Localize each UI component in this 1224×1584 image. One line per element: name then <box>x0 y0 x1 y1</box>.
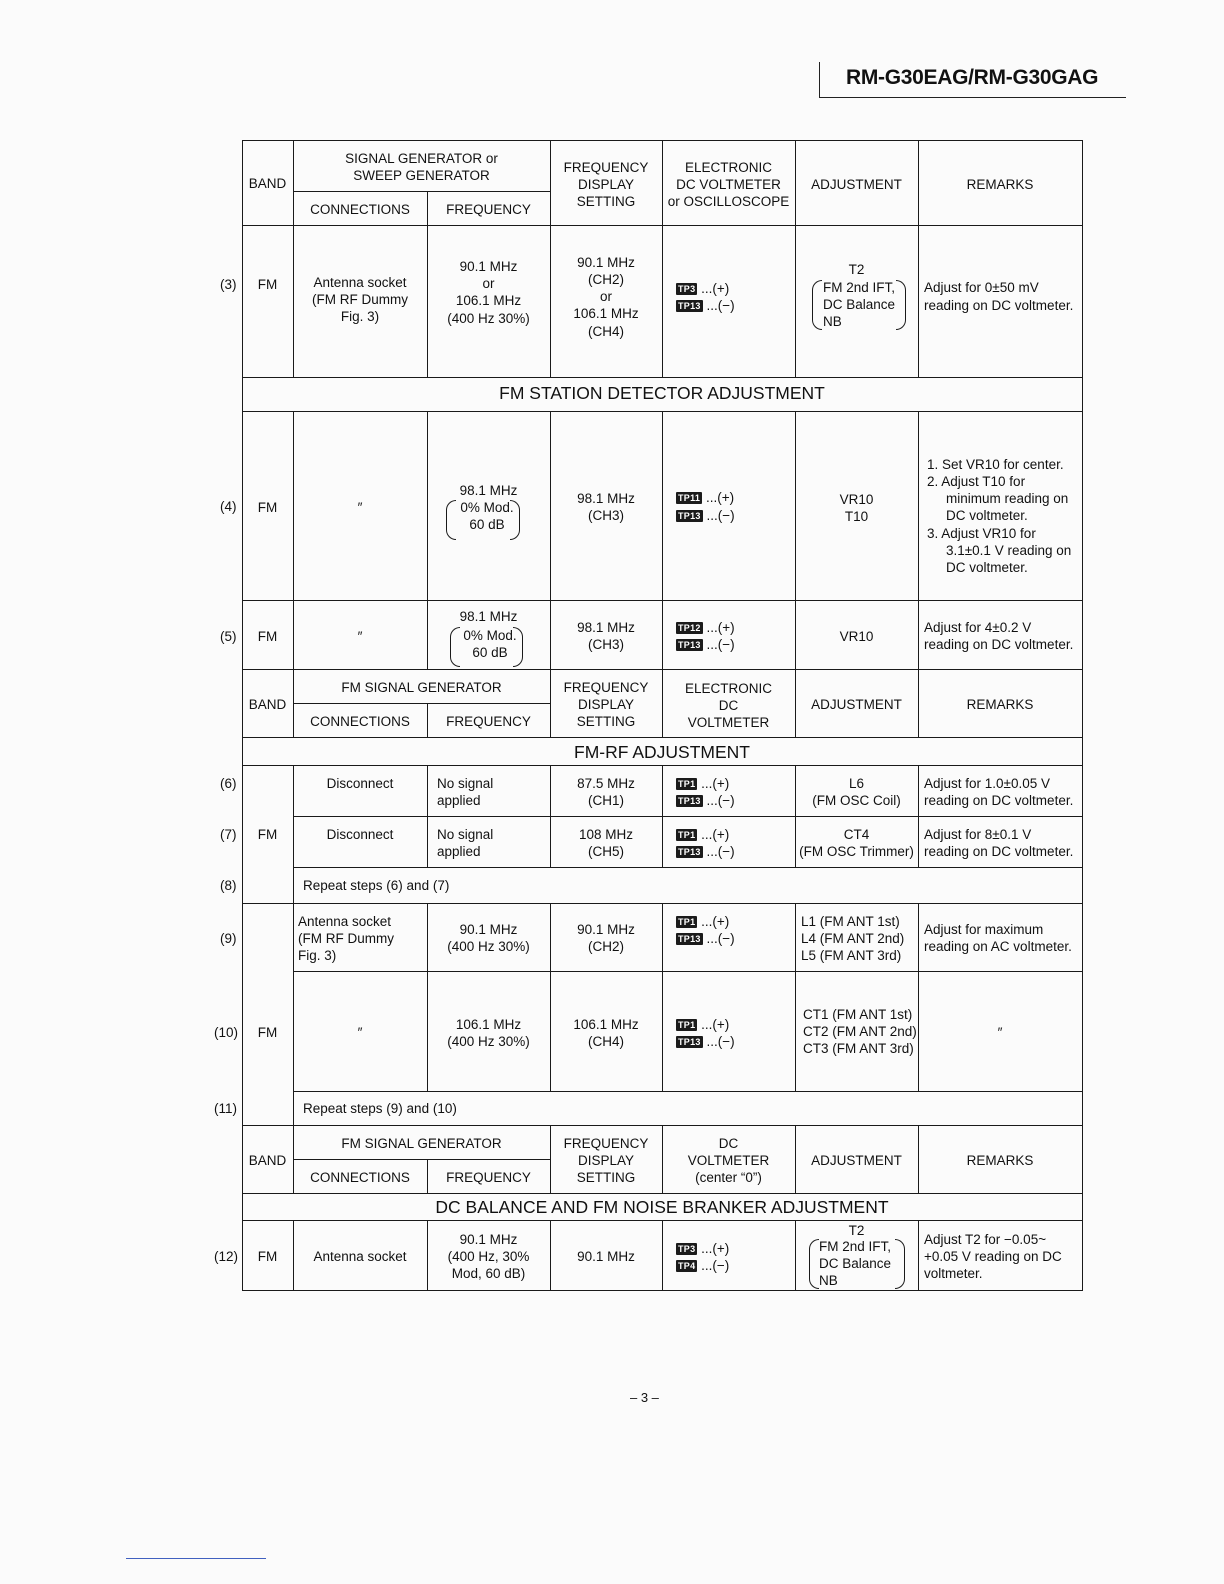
display-setting-line: 87.5 MHz <box>577 776 635 791</box>
polarity: ...(−) <box>706 637 735 652</box>
ditto-mark: ″ <box>357 1025 363 1040</box>
header-adjustment: ADJUSTMENT <box>811 177 902 192</box>
adjustment-line: VR10 <box>839 629 874 644</box>
remarks-line: Adjust for maximum <box>924 922 1044 937</box>
adjustment-line: FM 2nd IFT, <box>819 1239 892 1254</box>
header-sg-line2: SWEEP GENERATOR <box>353 168 490 183</box>
band-cell: FM <box>257 1025 278 1040</box>
remarks-line: Adjust for 1.0±0.05 V <box>924 776 1050 791</box>
frequency-line: 0% Mod. <box>463 628 517 643</box>
header-fds-line3: SETTING <box>576 714 636 729</box>
band-cell: FM <box>257 629 278 644</box>
frequency-line: 90.1 MHz <box>459 259 518 274</box>
frequency-line: No signal <box>437 827 494 842</box>
adjustment-line: (FM OSC Coil) <box>812 793 901 808</box>
header-band: BAND <box>248 697 287 712</box>
adjustment-line: NB <box>819 1273 838 1288</box>
display-setting-line: 108 MHz <box>578 827 634 842</box>
frequency-line: 90.1 MHz <box>459 1232 518 1247</box>
step-label: (6) <box>220 776 237 791</box>
header-ev-line2: DC <box>718 698 739 713</box>
test-point-badge: TP13 <box>678 847 701 857</box>
adjustment-line: T2 <box>848 1223 865 1238</box>
band-cell: FM <box>257 1249 278 1264</box>
connection-line: Antenna socket <box>313 1249 407 1264</box>
display-setting-line: 90.1 MHz <box>577 1249 635 1264</box>
header-ev-line2: DC VOLTMETER <box>676 177 781 192</box>
adjustment-line: T10 <box>844 509 869 524</box>
frequency-line: applied <box>437 844 481 859</box>
test-point-plus <box>676 1240 729 1257</box>
connection-line: Antenna socket <box>298 914 392 929</box>
connection-line: (FM RF Dummy <box>312 292 408 307</box>
remarks-line: 1. Set VR10 for center. <box>927 457 1064 472</box>
test-point-badge: TP1 <box>678 830 696 840</box>
adjustment-line: CT2 (FM ANT 2nd) <box>803 1024 917 1039</box>
section-title: DC BALANCE AND FM NOISE BRANKER ADJUSTMENT <box>435 1197 889 1217</box>
frequency-line: No signal <box>437 776 494 791</box>
adjustment-line: CT3 (FM ANT 3rd) <box>803 1041 914 1056</box>
header-sg: FM SIGNAL GENERATOR <box>341 1136 502 1151</box>
frequency-line: 98.1 MHz <box>459 609 518 624</box>
connection-line: Antenna socket <box>313 275 407 290</box>
adjustment-line: (FM OSC Trimmer) <box>799 844 914 859</box>
test-point-plus <box>676 280 729 297</box>
left-paren <box>809 1239 819 1289</box>
display-setting-line: (CH2) <box>588 272 624 287</box>
test-point-plus <box>676 619 735 636</box>
header-dc-line3: (center “0”) <box>695 1170 762 1185</box>
test-point-minus <box>676 930 735 947</box>
right-paren <box>895 1239 905 1289</box>
test-point-minus <box>676 843 735 860</box>
remarks-line: reading on AC voltmeter. <box>924 939 1072 954</box>
display-setting-line: (CH4) <box>588 1034 624 1049</box>
display-setting-line: (CH2) <box>588 939 624 954</box>
header-dc-line2: VOLTMETER <box>687 1153 770 1168</box>
remarks-line: Adjust for 0±50 mV <box>924 280 1039 295</box>
polarity: ...(+) <box>701 1241 730 1256</box>
display-setting-line: (CH4) <box>588 324 624 339</box>
adjustment-line: NB <box>823 314 842 329</box>
polarity: ...(−) <box>706 298 735 313</box>
display-setting-line: (CH3) <box>588 508 624 523</box>
frequency-line: applied <box>437 793 481 808</box>
step-label: (9) <box>220 931 237 946</box>
display-setting-line: 106.1 MHz <box>573 306 639 321</box>
band-cell: FM <box>257 277 278 292</box>
polarity: ...(+) <box>706 620 735 635</box>
header-adjustment: ADJUSTMENT <box>811 697 902 712</box>
header-frequency: FREQUENCY <box>446 202 531 217</box>
frequency-line: 106.1 MHz <box>455 293 522 308</box>
header-fds-line2: DISPLAY <box>577 177 635 192</box>
test-point-badge: TP3 <box>678 1244 696 1254</box>
frequency-line: 90.1 MHz <box>459 922 518 937</box>
header-band: BAND <box>248 1153 287 1168</box>
remarks-line: Adjust T2 for −0.05~ <box>924 1232 1047 1247</box>
remarks-line: DC voltmeter. <box>946 560 1028 575</box>
header-fds-line2: DISPLAY <box>577 1153 635 1168</box>
display-setting-line: 106.1 MHz <box>573 1017 639 1032</box>
test-point-badge: TP1 <box>678 917 696 927</box>
header-remarks: REMARKS <box>966 1153 1034 1168</box>
header-ev-line3: VOLTMETER <box>687 715 770 730</box>
adjustment-line: T2 <box>848 262 865 277</box>
polarity: ...(+) <box>701 827 730 842</box>
display-setting-line: 98.1 MHz <box>577 620 635 635</box>
test-point-plus <box>676 489 734 506</box>
step-label: (3) <box>220 277 237 292</box>
adjustment-line: CT4 <box>843 827 870 842</box>
adjustment-line: L5 (FM ANT 3rd) <box>801 948 902 963</box>
adjustment-line: L1 (FM ANT 1st) <box>801 914 900 929</box>
polarity: ...(+) <box>705 490 735 505</box>
model-title: RM-G30EAG/RM-G30GAG <box>846 66 1099 89</box>
display-setting-line: (CH3) <box>588 637 624 652</box>
remarks-line: Adjust for 4±0.2 V <box>924 620 1032 635</box>
header-fds-line3: SETTING <box>576 1170 636 1185</box>
step-label: (12) <box>214 1249 239 1264</box>
header-frequency: FREQUENCY <box>446 714 531 729</box>
adjustment-line: DC Balance <box>819 1256 892 1271</box>
display-setting-line: (CH5) <box>588 844 624 859</box>
header-rule-vertical <box>819 62 820 98</box>
section-title: FM STATION DETECTOR ADJUSTMENT <box>499 383 825 403</box>
band-cell: FM <box>257 500 278 515</box>
right-paren <box>510 500 520 540</box>
test-point-plus <box>676 1016 729 1033</box>
header-frequency: FREQUENCY <box>446 1170 531 1185</box>
adjustment-line: CT1 (FM ANT 1st) <box>803 1007 913 1022</box>
test-point-plus <box>676 775 729 792</box>
adjustment-line: L4 (FM ANT 2nd) <box>801 931 905 946</box>
repeat-note: Repeat steps (6) and (7) <box>303 878 450 893</box>
header-connections: CONNECTIONS <box>310 1170 410 1185</box>
header-ev-line3: or OSCILLOSCOPE <box>667 194 790 209</box>
header-connections: CONNECTIONS <box>310 202 410 217</box>
test-point-minus <box>676 507 735 524</box>
header-connections: CONNECTIONS <box>310 714 410 729</box>
footer-rule <box>126 1558 266 1559</box>
frequency-line: (400 Hz 30%) <box>447 939 530 954</box>
frequency-line: 60 dB <box>469 517 505 532</box>
header-dc-line1: DC <box>718 1136 739 1151</box>
test-point-minus <box>676 636 735 653</box>
remarks-line: 3.1±0.1 V reading on <box>946 543 1072 558</box>
frequency-line: (400 Hz 30%) <box>447 1034 530 1049</box>
header-adjustment: ADJUSTMENT <box>811 1153 902 1168</box>
repeat-note: Repeat steps (9) and (10) <box>303 1101 457 1116</box>
test-point-badge: TP13 <box>678 511 701 521</box>
remarks-line: reading on DC voltmeter. <box>924 298 1074 313</box>
polarity: ...(−) <box>706 931 735 946</box>
adjustment-line: DC Balance <box>823 297 896 312</box>
test-point-badge: TP13 <box>678 1037 701 1047</box>
display-setting-line: 90.1 MHz <box>577 922 635 937</box>
remarks-line: reading on DC voltmeter. <box>924 844 1074 859</box>
polarity: ...(+) <box>701 281 730 296</box>
connection-line: Fig. 3) <box>340 309 380 324</box>
test-point-minus <box>676 792 735 809</box>
frequency-line: Mod, 60 dB) <box>451 1266 526 1281</box>
display-setting-line: (CH1) <box>588 793 624 808</box>
polarity: ...(−) <box>706 844 735 859</box>
ditto-mark: ″ <box>357 500 363 515</box>
remarks-line: 2. Adjust T10 for <box>927 474 1026 489</box>
header-ev-line1: ELECTRONIC <box>684 681 772 696</box>
remarks-line: +0.05 V reading on DC <box>924 1249 1062 1264</box>
test-point-badge: TP13 <box>678 640 701 650</box>
connection-line: Disconnect <box>326 827 394 842</box>
header-fds-line1: FREQUENCY <box>563 680 649 695</box>
remarks-line: reading on DC voltmeter. <box>924 637 1074 652</box>
test-point-badge: TP4 <box>678 1261 696 1271</box>
frequency-line: 0% Mod. <box>460 500 514 515</box>
step-label: (5) <box>220 629 237 644</box>
frequency-line: 98.1 MHz <box>459 483 518 498</box>
display-setting-line: or <box>599 289 612 304</box>
polarity: ...(−) <box>701 1258 730 1273</box>
right-paren <box>513 627 523 667</box>
test-point-plus <box>676 913 729 930</box>
header-ev-line1: ELECTRONIC <box>684 160 772 175</box>
step-label: (7) <box>220 827 237 842</box>
header-remarks: REMARKS <box>966 697 1034 712</box>
ditto-mark: ″ <box>997 1025 1003 1040</box>
polarity: ...(+) <box>701 1017 730 1032</box>
frequency-line: (400 Hz 30%) <box>447 311 530 326</box>
header-fds-line2: DISPLAY <box>577 697 635 712</box>
header-rule <box>819 97 1126 98</box>
test-point-badge: TP13 <box>678 796 701 806</box>
header-sg: FM SIGNAL GENERATOR <box>341 680 502 695</box>
polarity: ...(−) <box>706 508 735 523</box>
frequency-line: (400 Hz, 30% <box>447 1249 530 1264</box>
frequency-line: 106.1 MHz <box>455 1017 522 1032</box>
page-number: – 3 – <box>630 1390 659 1405</box>
test-point-badge: TP11 <box>678 493 701 503</box>
adjustment-line: VR10 <box>839 492 874 507</box>
test-point-plus <box>676 826 729 843</box>
header-fds-line3: SETTING <box>576 194 636 209</box>
header-remarks: REMARKS <box>966 177 1034 192</box>
polarity: ...(+) <box>701 776 730 791</box>
remarks-line: voltmeter. <box>924 1266 983 1281</box>
frequency-line: 60 dB <box>472 645 508 660</box>
header-sg-line1: SIGNAL GENERATOR or <box>345 151 498 166</box>
test-point-badge: TP1 <box>678 1020 696 1030</box>
header-fds-line1: FREQUENCY <box>563 1136 649 1151</box>
right-paren <box>896 280 906 330</box>
polarity: ...(−) <box>706 793 735 808</box>
step-label: (4) <box>220 499 237 514</box>
test-point-badge: TP1 <box>678 779 696 789</box>
connection-line: Fig. 3) <box>298 948 337 963</box>
test-point-minus <box>676 297 735 314</box>
remarks-line: reading on DC voltmeter. <box>924 793 1074 808</box>
test-point-badge: TP3 <box>678 284 696 294</box>
adjustment-line: L6 <box>848 776 865 791</box>
test-point-badge: TP13 <box>678 934 701 944</box>
connection-line: Disconnect <box>326 776 394 791</box>
adjustment-line: FM 2nd IFT, <box>823 280 896 295</box>
ditto-mark: ″ <box>357 629 363 644</box>
remarks-line: 3. Adjust VR10 for <box>927 526 1036 541</box>
connection-line: (FM RF Dummy <box>298 931 394 946</box>
left-paren <box>812 280 822 330</box>
step-label: (11) <box>214 1101 238 1116</box>
step-label: (8) <box>220 878 237 893</box>
display-setting-line: 90.1 MHz <box>577 255 635 270</box>
step-label: (10) <box>214 1025 239 1040</box>
band-cell: FM <box>257 827 278 842</box>
test-point-minus <box>676 1257 729 1274</box>
remarks-line: DC voltmeter. <box>946 508 1028 523</box>
polarity: ...(+) <box>701 914 730 929</box>
header-band: BAND <box>248 176 287 191</box>
header-fds-line1: FREQUENCY <box>563 160 649 175</box>
remarks-line: Adjust for 8±0.1 V <box>924 827 1032 842</box>
section-title: FM-RF ADJUSTMENT <box>574 742 750 762</box>
display-setting-line: 98.1 MHz <box>577 491 635 506</box>
test-point-badge: TP13 <box>678 301 701 311</box>
polarity: ...(−) <box>706 1034 735 1049</box>
test-point-badge: TP12 <box>678 623 701 633</box>
test-point-minus <box>676 1033 735 1050</box>
remarks-line: minimum reading on <box>946 491 1069 506</box>
frequency-line: or <box>482 276 495 291</box>
